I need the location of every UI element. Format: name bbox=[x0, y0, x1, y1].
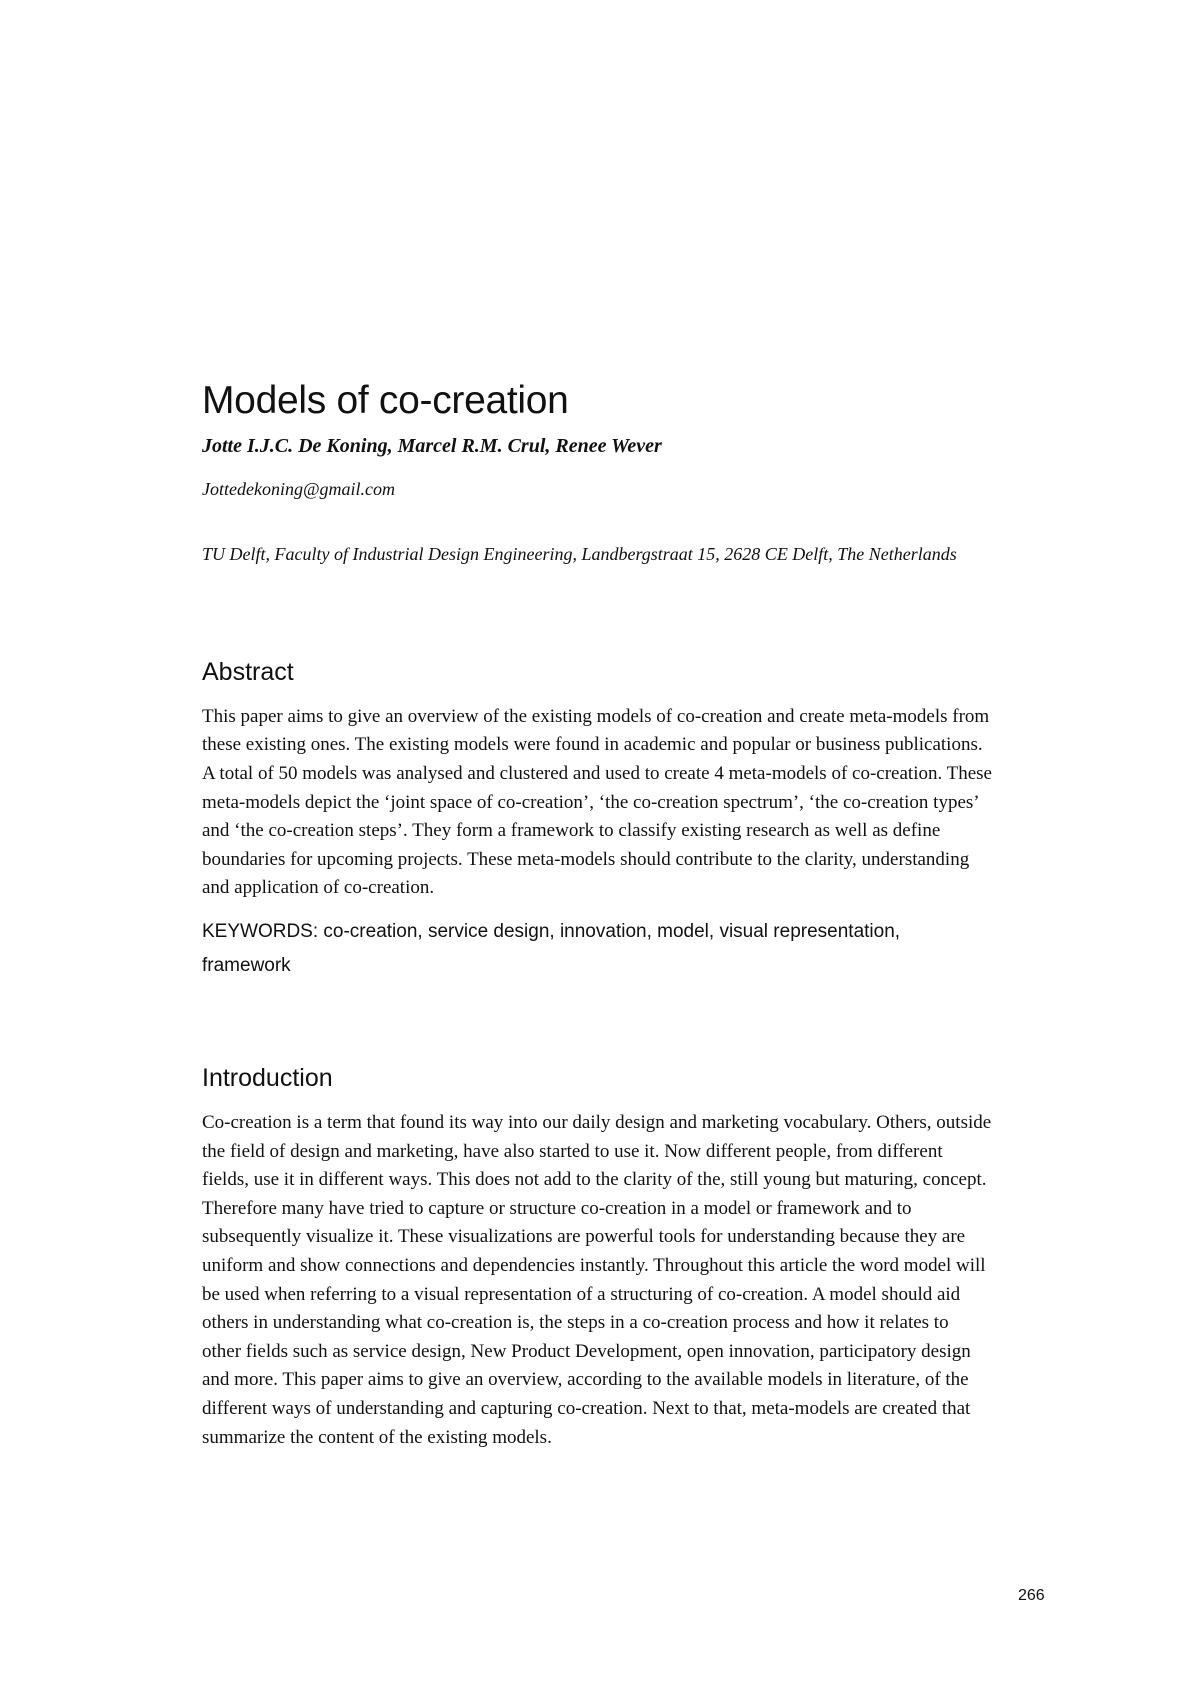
introduction-text: Co-creation is a term that found its way into our daily design and marketing vocabulary. Others, outside the field of design and marketing, have also started to use it. Now different people, from different fields, use it in different ways. This does not add to the clarity of the, still young but maturing, concept. Therefore many have tried to capture or structure co-creation in a model or framework and to subsequently visualize it. These visualizations are powerful tools for understanding because they are uniform and show connections and dependencies instantly. Throughout this article the word model will be used when referring to a visual representation of a structuring of co-creation. A model should aid others in understanding what co-creation is, the steps in a co-creation process and how it relates to other fields such as service design, New Product Development, open innovation, participatory design and more. This paper aims to give an overview, according to the available models in literature, of the different ways of understanding and capturing co-creation. Next to that, meta-models are created that summarize the content of the existing models. bbox=[202, 1112, 992, 1448]
introduction-heading: Introduction bbox=[202, 1064, 333, 1093]
keywords-text: KEYWORDS: co-creation, service design, innovation, model, visual representation, framework bbox=[202, 921, 901, 977]
abstract-text: This paper aims to give an overview of the existing models of co-creation and create meta-models from these existing ones. The existing models were found in academic and popular or business publications. A total of 50 models was analysed and clustered and used to create 4 meta-models of co-creation. These meta-models depict the ‘joint space of co-creation’, ‘the co-creation spectrum’, ‘the co-creation types’ and ‘the co-creation steps’. They form a framework to classify existing research as well as define boundaries for upcoming projects. These meta-models should contribute to the clarity, understanding and application of co-creation. bbox=[202, 705, 992, 899]
page-number: 266 bbox=[1018, 1587, 1045, 1604]
paper-authors: Jotte I.J.C. De Koning, Marcel R.M. Crul, Renee Wever bbox=[202, 434, 662, 457]
author-email: Jottedekoning@gmail.com bbox=[202, 478, 396, 499]
author-affiliation: TU Delft, Faculty of Industrial Design Engineering, Landbergstraat 15, 2628 CE Delft, The Netherlands bbox=[202, 543, 957, 564]
page-content bbox=[202, 380, 1002, 1452]
paper-title: Models of co-creation bbox=[202, 379, 569, 422]
abstract-heading: Abstract bbox=[202, 657, 294, 686]
